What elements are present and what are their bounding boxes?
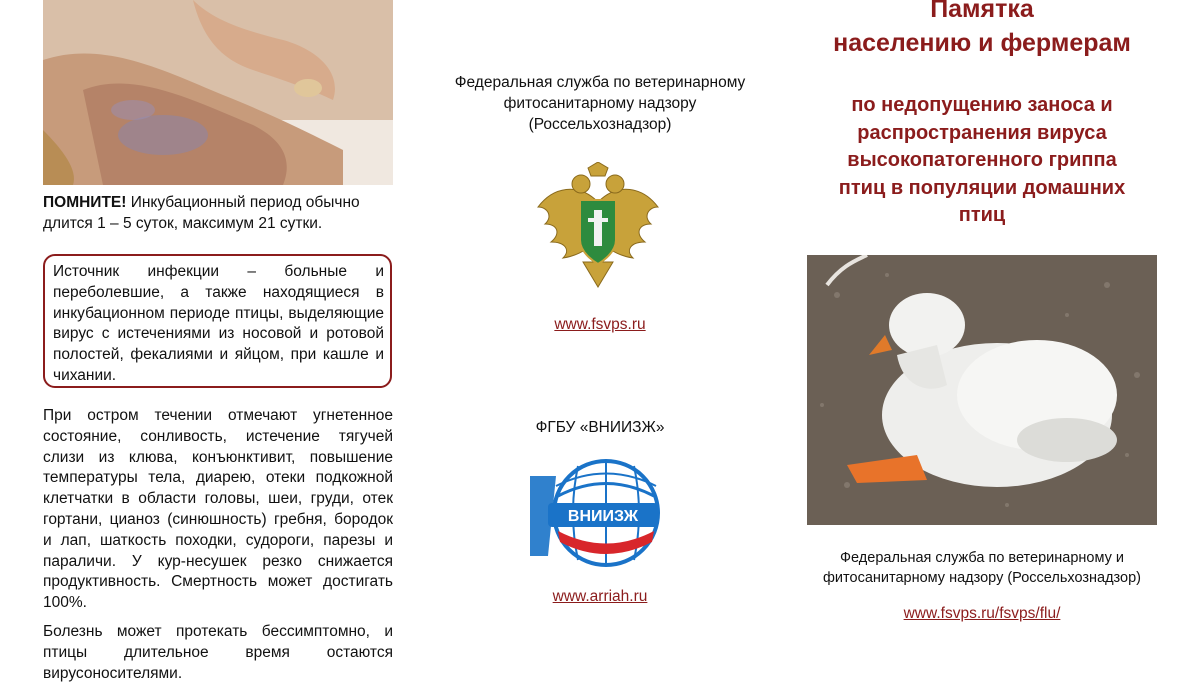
arriah-link-wrapper bbox=[420, 588, 780, 606]
remember-label: ПОМНИТЕ! bbox=[43, 194, 127, 211]
right-org-caption bbox=[780, 548, 1184, 588]
incubation-text: Инкубационный период обычно длится 1 – 5 суток, максимум 21 сутки. bbox=[43, 194, 360, 232]
incubation-note bbox=[43, 192, 398, 234]
flu-info-link[interactable]: www.fsvps.ru/fsvps/flu/ bbox=[903, 605, 1061, 622]
vniizh-globe-logo-icon bbox=[528, 456, 673, 571]
brochure-title bbox=[780, 0, 1184, 60]
title-line-1: Памятка bbox=[930, 0, 1034, 23]
symptoms-paragraph: При остром течении отмечают угнетенное состояние, сонливость, истечение тягучей слизи из клюва, конъюнктивит, повышение температуры тела, диарею, отеки подкожной клетчатки в области головы, шеи, груди, отек гортани, цианоз (синюшность) гребня, бородок и лап, шаткость походки, судороги, парезы и параличи. У кур-несушек резко снижается продуктивность. Смертность может достигать 100%. bbox=[43, 407, 393, 612]
right-panel bbox=[780, 0, 1200, 675]
fgbu-title: ФГБУ «ВНИИЗЖ» bbox=[535, 419, 665, 436]
right-org-line-2: фитосанитарному надзору (Россельхознадзор) bbox=[823, 570, 1141, 586]
bird-legs-photo bbox=[43, 0, 393, 185]
vniizh-logo-text: ВНИИЗЖ bbox=[567, 508, 639, 525]
subtitle-line-1: по недопущению заноса и bbox=[851, 94, 1113, 116]
double-headed-eagle-emblem-icon bbox=[533, 162, 663, 290]
brochure-subtitle bbox=[780, 92, 1184, 230]
subtitle-line-5: птиц bbox=[958, 204, 1006, 226]
carriers-paragraph: Болезнь может протекать бессимптомно, и птицы длительное время остаются вирусоносителями. bbox=[43, 623, 393, 682]
subtitle-line-3: высокопатогенного гриппа bbox=[847, 149, 1117, 171]
org-line-2: фитосанитарному надзору bbox=[503, 94, 697, 112]
fsvps-link[interactable]: www.fsvps.ru bbox=[554, 316, 646, 333]
infection-source-text: Источник инфекции – больные и переболевшие, а также находящиеся в инкубационном периоде птицы, выделяющие вирус с истечениями из носовой и ротовой полостей, фекалиями и яйцом, при кашле и чихании. bbox=[53, 263, 384, 384]
org-line-3: (Россельхознадзор) bbox=[528, 115, 672, 133]
flu-link-wrapper bbox=[780, 605, 1184, 623]
left-panel bbox=[0, 0, 420, 682]
title-line-2: населению и фермерам bbox=[833, 29, 1131, 57]
org-line-1: Федеральная служба по ветеринарному bbox=[454, 74, 746, 91]
sick-duck-photo bbox=[807, 255, 1157, 525]
infection-source-box bbox=[43, 254, 392, 388]
subtitle-line-2: распространения вируса bbox=[857, 121, 1107, 144]
fsvps-link-wrapper bbox=[420, 316, 780, 334]
subtitle-line-4: птиц в популяции домашних bbox=[838, 176, 1126, 199]
rosselkhoznadzor-title bbox=[420, 73, 780, 135]
arriah-link[interactable]: www.arriah.ru bbox=[552, 588, 648, 605]
right-org-line-1: Федеральная служба по ветеринарному и bbox=[840, 550, 1124, 566]
middle-panel bbox=[420, 0, 780, 675]
